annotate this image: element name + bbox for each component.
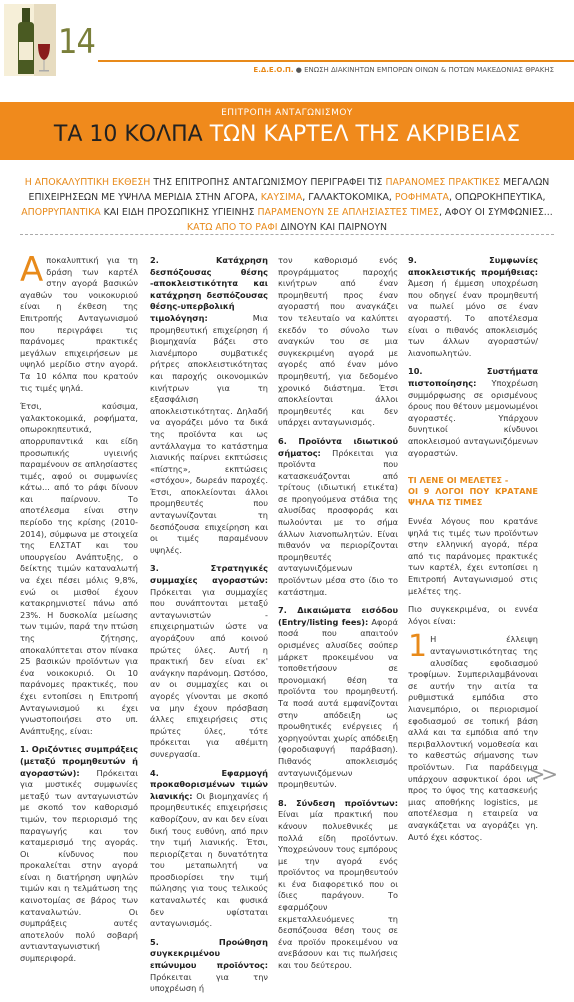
lead-span: ΚΑΤΩ ΑΠΟ ΤΟ ΡΑΦΙ bbox=[186, 222, 278, 233]
lead-span: ΔΙΝΟΥΝ ΚΑΙ ΠΑΙΡΝΟΥΝ bbox=[277, 222, 388, 233]
item-heading: 5. Προώθηση συγκεκριμένου επώνυμου προϊόντος: bbox=[150, 936, 268, 971]
wine-bottle-illustration bbox=[4, 4, 56, 76]
item-body: Είναι μία πρακτική που κάνουν πολυεθνικές με πολλά είδη προϊόντων. Υποχρεώνουν τους εμπόρους με την αγορά ενός προϊόντος να προμηθευτούν κι ένα διαφορετικό που οι ίδιες παράγουν. Το εφαρμόζουν εκμεταλλευόμενες τη δεσπόζουσα θέση τους σε ένα προϊόν προκειμένου να ανεβάσουν και τις πωλήσεις και του δεύτερου. bbox=[278, 809, 398, 971]
page-number: 14 bbox=[58, 22, 95, 62]
intro-text: ποκαλυπτική για τη δράση των καρτέλ στην αγορά βασικών αγαθών του νοικοκυριού είναι η έκθεση της Επιτροπής Ανταγωνισμού που περιγράφει τις παράνομες πρακτικές μεγάλων επιχειρήσεων με υψηλό μερίδιο στην αγορά. Τα 10 κόλπα που κρατούν τις τιμές ψηλά. bbox=[20, 255, 138, 393]
lead-span: ΚΑΙ ΕΙΔΗ ΠΡΟΣΩΠΙΚΗΣ ΥΓΙΕΙΝΗΣ bbox=[100, 207, 258, 218]
lead-paragraph bbox=[20, 175, 554, 235]
lead-span: Η ΑΠΟΚΑΛΥΠΤΙΚΗ ΕΚΘΕΣΗ bbox=[24, 177, 151, 188]
publication-header bbox=[253, 66, 554, 74]
subheading-line-2: ΟΙ 9 ΛΟΓΟΙ ΠΟΥ ΚΡΑΤΑΝΕ ΨΗΛΑ ΤΙΣ ΤΙΜΕΣ bbox=[408, 486, 538, 508]
body-text: Η έλλειψη ανταγωνιστικότητας της αλυσίδας εφοδιασμού τροφίμων. Συμπεριλαμβάνοναι σε αυτήν την αιτία τα ρυθμιστικά εμπόδια στο λιανεμπόριο, οι περιορισμοί εφοδιασμού σε τοπική βάση αλλά και τα εμπόδια από την περιβαλλοντική νομοθεσία και το καθεστώς σήμανσης των προϊόντων. Για παράδειγμα υπάρχουν ασφυκτικοί όροι ως προς το ύψος της κατασκευής μιας αποθήκης logistics, με αποτέλεσμα η εταιρεία να αναγκάζεται να αγοράζει γη. Αυτό έχει κόστος. bbox=[408, 634, 538, 842]
drop-cap-number: 1 bbox=[408, 629, 428, 665]
item-heading: 10. Συστήματα πιστοποίησης: bbox=[408, 366, 538, 388]
item-heading: 8. Σύνδεση προϊόντων: bbox=[278, 797, 398, 808]
lead-divider bbox=[20, 234, 554, 235]
header-rule bbox=[98, 60, 574, 62]
lead-span: ΚΑΥΣΙΜΑ bbox=[260, 192, 303, 203]
org-full-name: ΕΝΩΣΗ ΔΙΑΚΙΝΗΤΩΝ ΕΜΠΟΡΩΝ ΟΙΝΩΝ & ΠΟΤΩΝ ΜΑΚΕΔΟΝΙΑΣ ΘΡΑΚΗΣ bbox=[304, 66, 554, 74]
lead-span: , ΟΠΩΡΟΚΗΠΕΥΤΙΚΑ, bbox=[448, 192, 546, 203]
lead-span: ΤΗΣ ΕΠΙΤΡΟΠΗΣ ΑΝΤΑΓΩΝΙΣΜΟΥ ΠΕΡΙΓΡΑΦΕΙ ΤΙΣ bbox=[150, 177, 386, 188]
item-heading: 6. Προϊόντα ιδιωτικού σήματος: bbox=[278, 435, 398, 458]
item-body: Πρόκειται για προϊόντα που κατασκευάζονται από τρίτους (ιδιωτική ετικέτα) σε προηγούμενα στάδια της αλυσίδας προσφοράς και πωλούνται με το σήμα άλλων λιανοπωλητών. Είναι πιθανόν να περιορίζονται προμηθευτές ανταγωνιζόμενων προϊόντων μέσα στο ίδιο το κατάστημα. bbox=[278, 447, 398, 597]
article-column-2 bbox=[150, 255, 268, 1002]
section-subheading bbox=[408, 475, 538, 508]
lead-span: ΠΑΡΑΜΕΝΟΥΝ ΣΕ ΑΠΛΗΣΙΑΣΤΕΣ ΤΙΜΕΣ bbox=[257, 207, 439, 218]
article-title bbox=[0, 122, 574, 147]
item-heading: 4. Εφαρμογή προκαθορισμένων τιμών λιανικής: bbox=[150, 767, 268, 801]
body-paragraph: τον καθορισμό ενός προγράμματος παροχής κινήτρων από έναν προμηθευτή προς έναν αγοραστή που αναγκάζει τον τελευταίο να καλύπτει εκεδόν το σύνολο των αναγκών του σε μια συγκεκριμένη αγορά με αγορές από έναν μόνο προμηθευτή, για δεδομένο χρονικό διάστημα. Έτσι αποκλείονται άλλοι προμηθευτές και δεν υπάρχει ανταγωνισμός. bbox=[278, 255, 398, 428]
banner-kicker: ΕΠΙΤΡΟΠΗ ΑΝΤΑΓΩΝΙΣΜΟΥ bbox=[221, 108, 353, 118]
lead-span: ΑΠΟΡΡΥΠΑΝΤΙΚΑ bbox=[21, 207, 101, 218]
item-heading: 7. Δικαιώματα εισόδου (Entry/listing fees): bbox=[278, 605, 398, 627]
article-column-1 bbox=[20, 250, 138, 972]
subheading-line-1: ΤΙ ΛΕΝΕ ΟΙ ΜΕΛΕΤΕΣ - bbox=[408, 475, 509, 486]
continue-arrows-icon: >> bbox=[528, 762, 554, 786]
item-body: Πρόκειται για την υποχρέωση ή bbox=[150, 971, 268, 994]
lead-span: ΠΑΡΑΝΟΜΕΣ ΠΡΑΚΤΙΚΕΣ bbox=[385, 177, 501, 188]
item-heading: 3. Στρατηγικές συμμαχίες αγοραστών: bbox=[150, 563, 268, 586]
body-paragraph: Εννέα λόγους που κρατάνε ψηλά τις τιμές των προϊόντων στην ελληνική αγορά, πέρα από τις παράνομες πρακτικές των καρτέλ, έχει εντοπίσει η Επιτροπή Ανταγωνισμού στις μελέτες της. bbox=[408, 516, 538, 596]
lead-span: ΡΟΦΗΜΑΤΑ bbox=[394, 192, 449, 203]
item-body: Υποχρέωση συμμόρφωσης σε ορισμένους όρους που θέτουν μεμονωμένοι αγοραστές. Υπάρχουν δυνητικοί κίνδυνοι αποκλεισμού ανταγωνιζόμενων αγοραστών. bbox=[408, 377, 538, 458]
separator-dot: ● bbox=[295, 66, 305, 74]
item-heading: 9. Συμφωνίες αποκλειστικής προμήθειας: bbox=[408, 255, 538, 277]
org-abbreviation: Ε.Δ.Ε.Ο.Π. bbox=[253, 66, 294, 74]
body-paragraph: Έτσι, καύσιμα, γαλακτοκομικά, ροφήματα, οπωροκηπευτικά, απορρυπαντικά και είδη προσωπικής υγιεινής παραμένουν σε απλησίαστες τιμές, αφού οι συμφωνίες κάτω... από το ράφι δίνουν και παίρνουν. Το αποτέλεσμα είναι στην περίοδο της κρίσης (2010-2014), σύμφωνα με στοιχεία της ΕΛΣΤΑΤ και του υπουργείου Ανάπτυξης, ο δείκτης τιμών καταναλωτή να έχει πέσει μόλις 9,8%, ενώ οι μισθοί έχουν κατακρημνιστεί πάνω από 23%. Η δυσκολία μείωσης των τιμών, παρά την πτώση της ζήτησης, αποκαλύπτεται στον πίνακα 25 βασικών προϊόντων για ένα νοικοκυριό. Οι 10 παράνομες πρακτικές, που έχει εντοπίσει η Επιτροπή Ανταγωνισμού κι έχει γνωστοποιήσει στο υπ. Ανάπτυξης, είναι: bbox=[20, 401, 138, 736]
body-paragraph: Πιο συγκεκριμένα, οι εννέα λόγοι είναι: bbox=[408, 604, 538, 626]
article-column-3 bbox=[278, 255, 398, 979]
item-heading: 1. Οριζόντιες συμπράξεις (μεταξύ προμηθευτών ή αγοραστών): bbox=[20, 744, 138, 778]
item-body: Πρόκειται για μυστικές συμφωνίες μεταξύ των ανταγωνιστών με σκοπό τον καθορισμό τιμών, τον περιορισμό της παραγωγής και τον καταμερισμό της αγοράς. Οι κίνδυνος που προκαλείται στην αγορά είναι η διατήρηση υψηλών τιμών και η τελμάτωση της καινοτομίας σε βάρος των καταναλωτών. Οι συμπράξεις αυτές αποτελούν πολύ σοβαρή αντιανταγωνιστική συμπεριφορά. bbox=[20, 767, 138, 964]
item-body: Αφορά ποσά που απαιτούν ορισμένες αλυσίδες σούπερ μάρκετ προκειμένου να τοποθετήσουν σε προνομιακή θέση τα προϊόντα του προμηθευτή. Τα ποσά αυτά εμφανίζονται στην απόδειξη ως προωθητικές ενέργειες ή χορηγούνται χωρίς απόδειξη (φοροδιαφυγή παράβαση). Πιθανός αποκλεισμός ανταγωνιζόμενων προμηθευτών. bbox=[278, 616, 398, 790]
lead-span: ΜΕΓΑΛΩΝ ΕΠΙΧΕΙΡΗΣΕΩΝ ΜΕ ΥΨΗΛΑ ΜΕΡΙΔΙΑ ΣΤΗΝ ΑΓΟΡΑ, bbox=[28, 177, 550, 203]
item-heading: 2. Κατάχρηση δεσπόζουσας θέσης -αποκλειστικότητα και κατάχρηση δεσπόζουσας θέσης-υπερβολική τιμολόγηση: bbox=[150, 255, 268, 323]
lead-span: , ΓΑΛΑΚΤΟΚΟΜΙΚΑ, bbox=[302, 192, 395, 203]
lead-span: , ΑΦΟΥ ΟΙ ΣΥΜΦΩΝΙΕΣ... bbox=[438, 207, 553, 218]
item-body: Μια προμηθευτική επιχείρηση ή βιομηχανία βάζει στο λιανέμπορο συμβατικές ρήτρες αποκλειστικότητας και παροχής οικονομικών κινήτρων για τη εξασφάλιση αποκλειστικότητας. Δηλαδή να αγοράζει μόνο τα δικά της προϊόντα και ως αντάλλαγμα το κατάστημα λιανικής παίρνει εκπτώσεις «πίστης», εκπτώσεις «στόχου», δωρεάν παροχές. Έτσι, αποκλείονται άλλοι προμηθευτές που ανταγωνίζονται τη δεσπόζουσα επιχείρηση και οι τιμές παραμένουν υψηλές. bbox=[150, 312, 268, 555]
item-body: Άμεση ή έμμεση υποχρέωση που οδηγεί έναν προμηθευτή να πωλεί μόνο σε έναν αγοραστή. Το αποτέλεσμα είναι ο πιθανός αποκλεισμός των άλλων αγοραστών/λιανοπωλητών. bbox=[408, 278, 538, 358]
article-column-4 bbox=[408, 255, 538, 850]
title-prefix: ΤΑ 10 ΚΟΛΠΑ bbox=[53, 122, 210, 147]
drop-cap: Α bbox=[20, 250, 44, 290]
item-body: Πρόκειται για συμμαχίες που συνάπτονται μεταξύ ανταγωνιστών - επιχειρηματιών ώστε να αγοράζουν από κοινού πρώτες ύλες. Αυτή η πρακτική δεν είναι εκ' ανάγκην παράνομη. Ωστόσο, αν οι συμμαχίες και οι αγορές γίνονται με σκοπό να μην έχουν πρόσβαση άλλες επιχειρήσεις στις πρώτες ύλες, τότε πρόκειται για αθέμιτη συνεργασία. bbox=[150, 586, 268, 759]
title-highlight: ΤΩΝ ΚΑΡΤΕΛ ΤΗΣ ΑΚΡΙΒΕΙΑΣ bbox=[209, 122, 521, 147]
item-body: Οι βιομηχανίες ή προμηθευτικές επιχειρήσεις καθορίζουν, αν και δεν είναι δική τους ευθύνη, από πριν την τιμή λιανικής. Έτσι, περιορίζεται η δυνατότητα του μεταπωλητή να προσδιορίσει την τιμή πώλησης για τους τελικούς καταναλωτές και φυσικά δεν υφίσταται ανταγωνισμός. bbox=[150, 790, 269, 929]
